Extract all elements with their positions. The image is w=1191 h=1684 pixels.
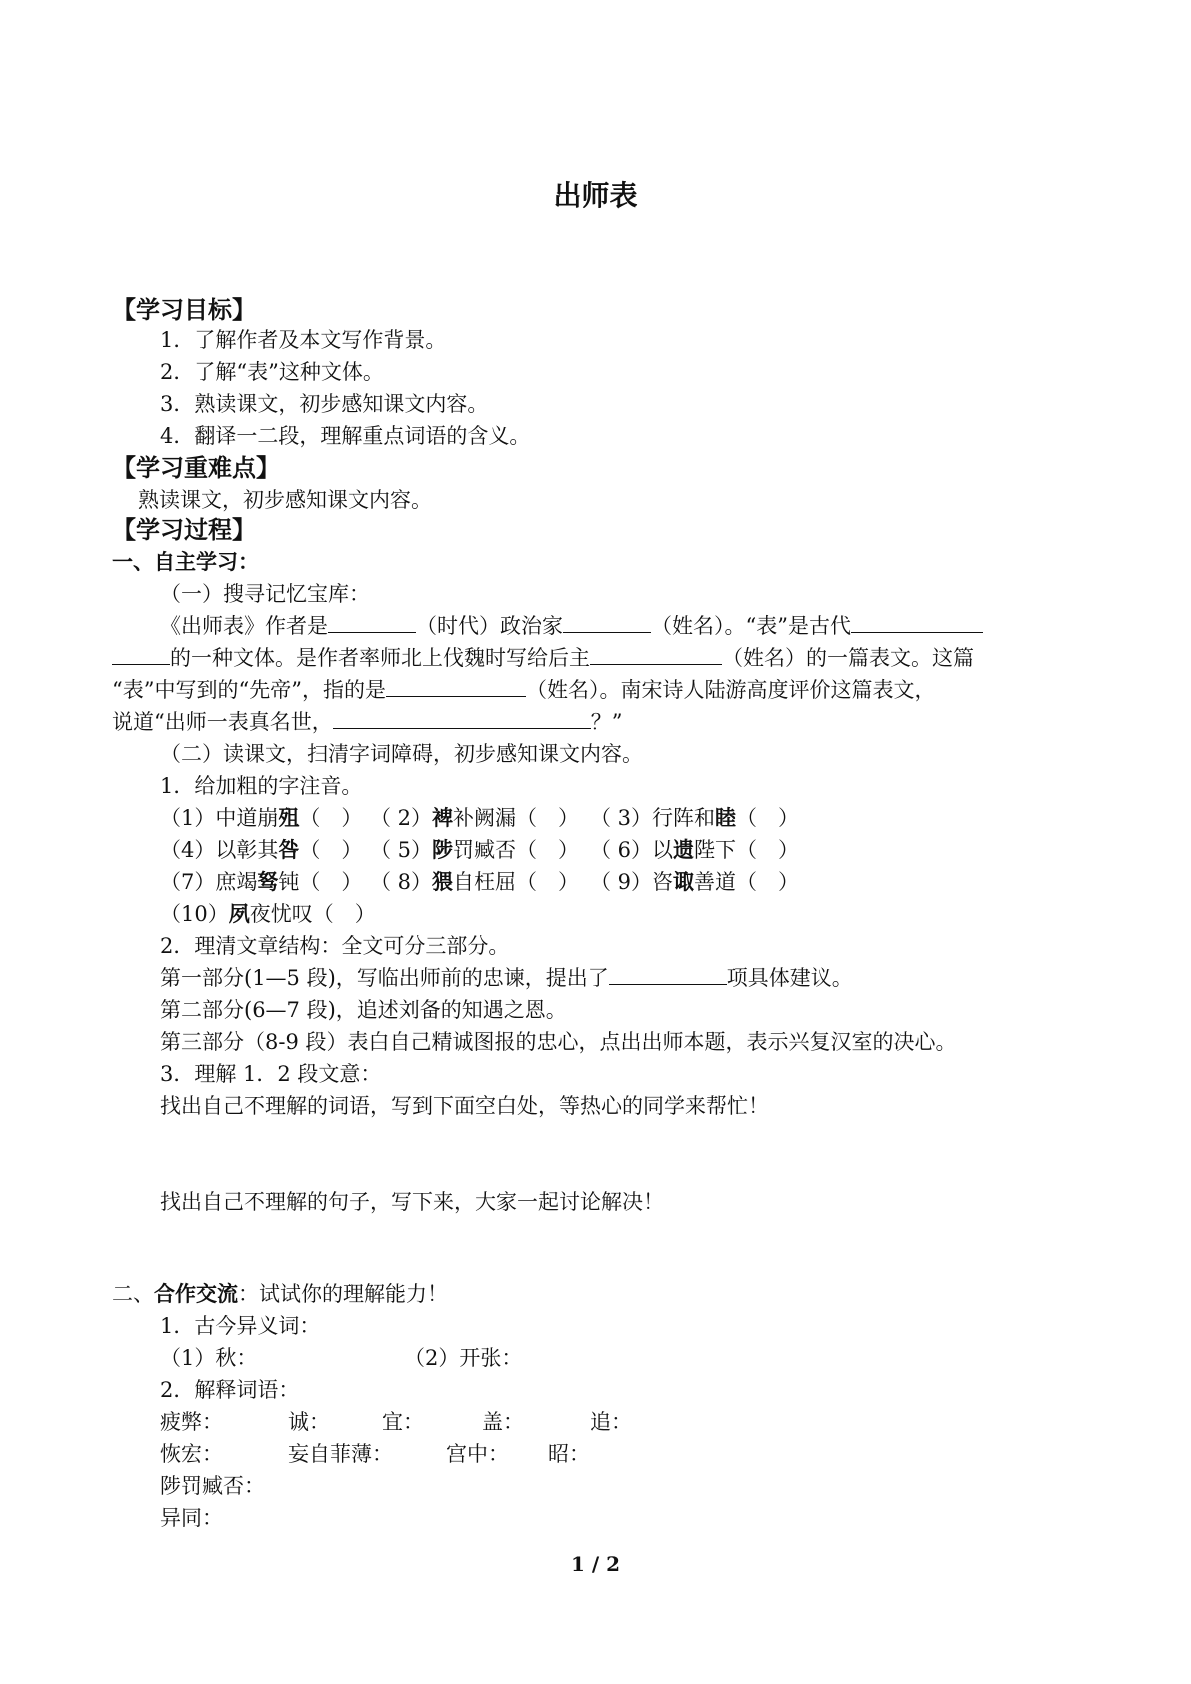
phonetic-item: （ 6）以遗陛下（ ） (590, 837, 800, 862)
ancient-item: （2）开张： (404, 1346, 523, 1370)
fill-line (112, 708, 623, 736)
difficulty-text: 熟读课文，初步感知课文内容。 (138, 488, 432, 512)
process-heading: 【学习过程】 (112, 516, 256, 544)
explain-item: 妄自菲薄： (288, 1442, 393, 1466)
phonetic-item: （ 3）行阵和睦（ ） (590, 805, 800, 830)
difficulty-heading: 【学习重难点】 (112, 454, 280, 482)
answer-blank[interactable] (590, 644, 722, 665)
understand-heading: 3．理解 1．2 段文意： (160, 1062, 382, 1086)
part1-heading: 一、自主学习： (112, 550, 259, 574)
fill-text: （姓名）。“表”是古代 (651, 614, 851, 638)
fill-text: 第一部分(1—5 段)，写临出师前的忠谏，提出了 (160, 966, 609, 990)
explain-item: 昭： (548, 1442, 590, 1466)
fill-text: 《出师表》作者是 (160, 614, 328, 638)
explain-item: 盖： (482, 1410, 524, 1434)
fill-text: 说道“出师一表真名世， (112, 710, 333, 734)
explain-item: 疲弊： (160, 1410, 223, 1434)
fill-text: “表”中写到的“先帝”，指的是 (112, 678, 386, 702)
read-heading: （二）读课文，扫清字词障碍，初步感知课文内容。 (160, 742, 643, 766)
answer-blank[interactable] (328, 612, 416, 633)
explain-item: 追： (590, 1410, 632, 1434)
phonetic-item: （ 9）咨诹善道（ ） (590, 869, 800, 894)
structure-part (160, 964, 853, 992)
fill-line (112, 676, 935, 704)
structure-part: 第三部分（8-9 段）表白自己精诚图报的忠心，点出出师本题，表示兴复汉室的决心。 (160, 1030, 957, 1054)
fill-text: 项具体建议。 (726, 966, 853, 990)
phonetic-item: （4）以彰其咎（ ） (160, 837, 363, 862)
phonetic-row (160, 868, 799, 896)
explain-row: 异同： (160, 1506, 223, 1530)
fill-text: （时代）政治家 (416, 614, 563, 638)
phonetic-row (160, 836, 799, 864)
explain-item: 诚： (288, 1410, 330, 1434)
phonetic-item: （7）庶竭驽钝（ ） (160, 869, 363, 894)
explain-row (160, 1440, 590, 1468)
explain-heading: 2．解释词语： (160, 1378, 300, 1402)
answer-blank[interactable] (851, 612, 983, 633)
explain-row (160, 1408, 632, 1436)
page-title: 出师表 (553, 179, 638, 212)
fill-text: （姓名）的一篇表文。这篇 (722, 646, 974, 670)
explain-item: 恢宏： (160, 1442, 223, 1466)
explain-row: 陟罚臧否： (160, 1474, 265, 1498)
goal-item: 3．熟读课文，初步感知课文内容。 (160, 392, 489, 416)
answer-blank[interactable] (386, 676, 526, 697)
goals-heading: 【学习目标】 (112, 296, 256, 324)
structure-heading: 2．理清文章结构：全文可分三部分。 (160, 934, 510, 958)
answer-blank[interactable] (112, 644, 170, 665)
part2-title: 合作交流 (154, 1282, 238, 1306)
part2-subtitle: ：试试你的理解能力！ (238, 1282, 448, 1306)
explain-item: 宫中： (446, 1442, 509, 1466)
sentences-prompt: 找出自己不理解的句子，写下来，大家一起讨论解决！ (160, 1190, 664, 1214)
phonetic-item: （ 2）裨补阙漏（ ） (370, 805, 580, 830)
phonetic-item: （ 8）猥自枉屈（ ） (370, 869, 580, 894)
answer-blank[interactable] (333, 708, 591, 729)
answer-blank[interactable] (563, 612, 651, 633)
goal-item: 2．了解“表”这种文体。 (160, 360, 384, 384)
part2-heading (112, 1280, 448, 1308)
fill-text: ？” (590, 710, 623, 734)
memory-heading: （一）搜寻记忆宝库： (160, 582, 370, 606)
ancient-item: （1）秋： (160, 1346, 258, 1370)
structure-part: 第二部分(6—7 段)，追述刘备的知遇之恩。 (160, 998, 567, 1022)
fill-text: （姓名）。南宋诗人陆游高度评价这篇表文， (525, 678, 936, 702)
part2-number: 二、 (112, 1282, 154, 1306)
phonetic-item: （1）中道崩殂（ ） (160, 805, 363, 830)
goal-item: 1．了解作者及本文写作背景。 (160, 328, 447, 352)
answer-blank[interactable] (609, 964, 727, 985)
phonetic-item: （ 5）陟罚臧否（ ） (370, 837, 580, 862)
fill-line (160, 612, 983, 640)
fill-line (112, 644, 974, 672)
phonetic-row (160, 804, 799, 832)
words-prompt: 找出自己不理解的词语，写到下面空白处，等热心的同学来帮忙！ (160, 1094, 769, 1118)
ancient-row (160, 1344, 522, 1372)
phonetic-heading: 1．给加粗的字注音。 (160, 774, 363, 798)
page-number: 1 / 2 (570, 1552, 621, 1576)
phonetic-item: （10）夙夜忧叹（ ） (160, 901, 376, 926)
ancient-heading: 1．古今异义词： (160, 1314, 321, 1338)
phonetic-row (160, 900, 376, 928)
goal-item: 4．翻译一二段，理解重点词语的含义。 (160, 424, 531, 448)
explain-item: 宜： (382, 1410, 424, 1434)
fill-text: 的一种文体。是作者率师北上伐魏时写给后主 (170, 646, 590, 670)
